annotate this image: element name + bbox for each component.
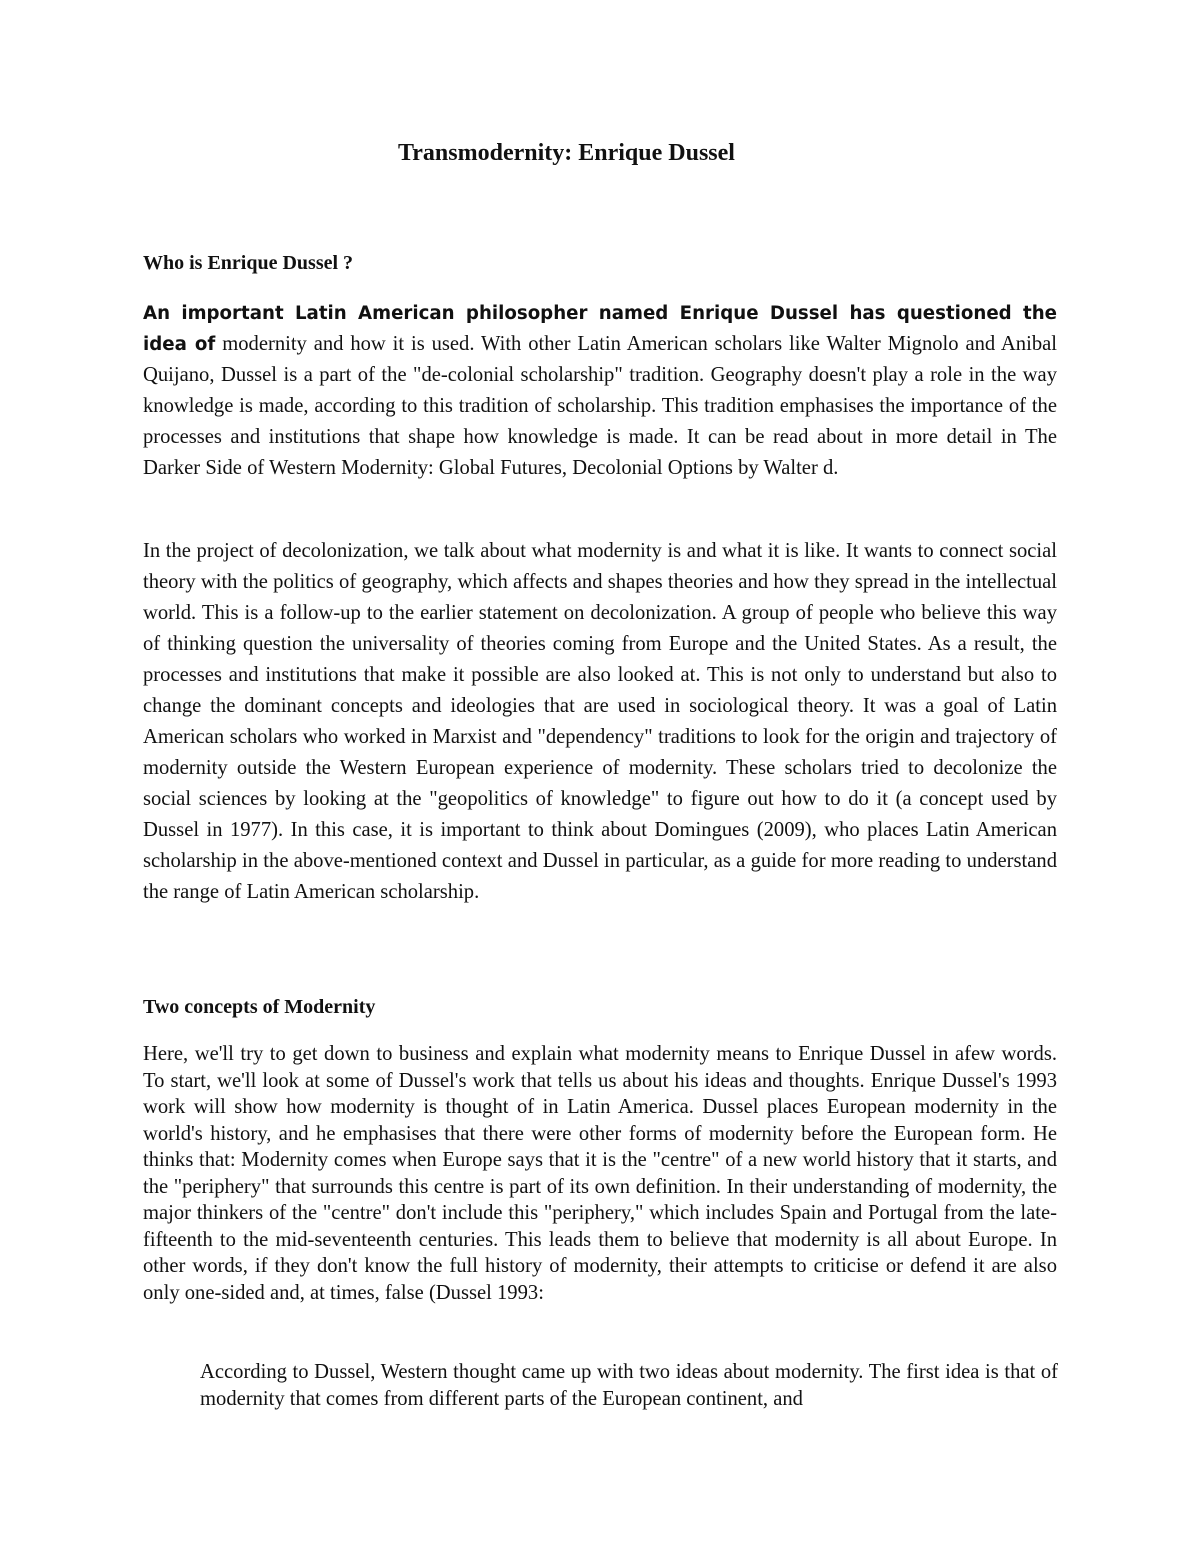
paragraph-intro <box>143 298 1057 484</box>
page-title: Transmodernity: Enrique Dussel <box>398 140 735 166</box>
paragraph-intro-lead: An important Latin American philosopher named Enrique Dussel has questioned the idea of <box>143 303 1057 355</box>
paragraph-modernity-meaning: Here, we'll try to get down to business and explain what modernity means to Enrique Dussel in afew words. To start, we'll look at some of Dussel's work that tells us about his ideas and thoughts. Enrique Dussel's 1993 work will show how modernity is thought of in Latin America. Dussel places European modernity in the world's history, and he emphasises that there were other forms of modernity before the European form. He thinks that: Modernity comes when Europe says that it is the "centre" of a new world history that it starts, and the "periphery" that surrounds this centre is part of its own definition. In their understanding of modernity, the major thinkers of the "centre" don't include this "periphery," which includes Spain and Portugal from the late-fifteenth to the mid-seventeenth centuries. This leads them to believe that modernity is all about Europe. In other words, if they don't know the full history of modernity, their attempts to criticise or defend it are also only one-sided and, at times, false (Dussel 1993: <box>143 1043 1057 1304</box>
section-heading-who-is-dussel: Who is Enrique Dussel ? <box>143 252 354 274</box>
block-quote: According to Dussel, Western thought came up with two ideas about modernity. The first idea is that of modernity that comes from different parts of the European continent, and <box>200 1361 1058 1410</box>
paragraph-intro-body: modernity and how it is used. With other Latin American scholars like Walter Mignolo and Anibal Quijano, Dussel is a part of the "de-colonial scholarship" tradition. Geography doesn't play a role in the way knowledge is made, according to this tradition of scholarship. This tradition emphasises the importance of the processes and institutions that shape how knowledge is made. It can be read about in more detail in The Darker Side of Western Modernity: Global Futures, Decolonial Options by Walter d. <box>143 333 1057 479</box>
paragraph-decolonization: In the project of decolonization, we talk about what modernity is and what it is like. It wants to connect social theory with the politics of geography, which affects and shapes theories and how they spread in the intellectual world. This is a follow-up to the earlier statement on decolonization. A group of people who believe this way of thinking question the universality of theories coming from Europe and the United States. As a result, the processes and institutions that make it possible are also looked at. This is not only to understand but also to change the dominant concepts and ideologies that are used in sociological theory. It was a goal of Latin American scholars who worked in Marxist and "dependency" traditions to look for the origin and trajectory of modernity outside the Western European experience of modernity. These scholars tried to decolonize the social sciences by looking at the "geopolitics of knowledge" to figure out how to do it (a concept used by Dussel in 1977). In this case, it is important to think about Domingues (2009), who places Latin American scholarship in the above-mentioned context and Dussel in particular, as a guide for more reading to understand the range of Latin American scholarship. <box>143 540 1057 903</box>
section-heading-two-concepts: Two concepts of Modernity <box>143 996 376 1018</box>
